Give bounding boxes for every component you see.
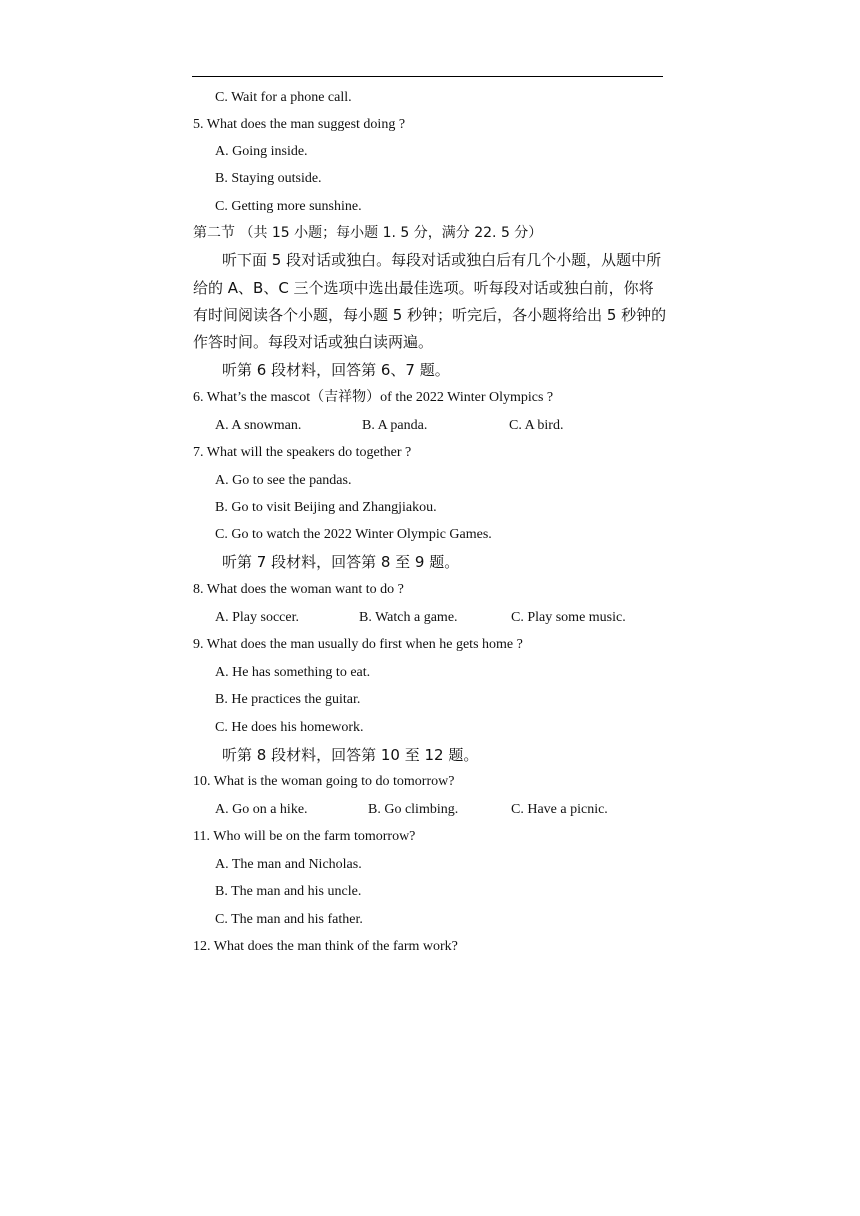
q6-option-b: B. A panda. [362,418,428,433]
q5-option-a: A. Going inside. [215,144,308,159]
q10-question: 10. What is the woman going to do tomorrow? [193,774,455,789]
section2-instruction-line: 作答时间。每段对话或独白读两遍。 [193,333,434,351]
material6-label: 听第 6 段材料，回答第 6、7 题。 [222,361,450,379]
q11-option-b: B. The man and his uncle. [215,884,362,899]
q7-question: 7. What will the speakers do together ? [193,445,412,460]
section2-heading: 第二节 （共 15 小题；每小题 1. 5 分，满分 22. 5 分） [193,225,543,241]
q4-option-c: C. Wait for a phone call. [215,90,352,105]
q11-option-c: C. The man and his father. [215,912,363,927]
section2-instruction-line: 给的 A、B、C 三个选项中选出最佳选项。听每段对话或独白前，你将 [193,279,654,297]
q7-option-c: C. Go to watch the 2022 Winter Olympic Games. [215,527,492,542]
q9-option-b: B. He practices the guitar. [215,692,361,707]
q5-option-c: C. Getting more sunshine. [215,199,362,214]
q6-option-c: C. A bird. [509,418,564,433]
q6-question: 6. What’s the mascot（吉祥物）of the 2022 Winter Olympics ? [193,390,554,405]
q7-option-b: B. Go to visit Beijing and Zhangjiakou. [215,500,437,515]
q8-option-a: A. Play soccer. [215,610,299,625]
q6-option-a: A. A snowman. [215,418,302,433]
section2-instruction-line: 有时间阅读各个小题，每小题 5 秒钟；听完后，各小题将给出 5 秒钟的 [193,306,667,324]
material7-label: 听第 7 段材料，回答第 8 至 9 题。 [222,553,460,571]
q11-question: 11. Who will be on the farm tomorrow? [193,829,416,844]
q9-option-c: C. He does his homework. [215,720,364,735]
section2-instruction-line: 听下面 5 段对话或独白。每段对话或独白后有几个小题，从题中所 [222,251,662,269]
q8-option-c: C. Play some music. [511,610,626,625]
material8-label: 听第 8 段材料，回答第 10 至 12 题。 [222,746,479,764]
q5-option-b: B. Staying outside. [215,171,322,186]
q10-option-b: B. Go climbing. [368,802,459,817]
q7-option-a: A. Go to see the pandas. [215,473,352,488]
q9-option-a: A. He has something to eat. [215,665,371,680]
q8-question: 8. What does the woman want to do ? [193,582,404,597]
q10-option-a: A. Go on a hike. [215,802,308,817]
q5-question: 5. What does the man suggest doing ? [193,117,406,132]
q8-option-b: B. Watch a game. [359,610,458,625]
q11-option-a: A. The man and Nicholas. [215,857,362,872]
q9-question: 9. What does the man usually do first when he gets home ? [193,637,523,652]
q12-question: 12. What does the man think of the farm work? [193,939,458,954]
q10-option-c: C. Have a picnic. [511,802,608,817]
header-rule [192,76,663,77]
